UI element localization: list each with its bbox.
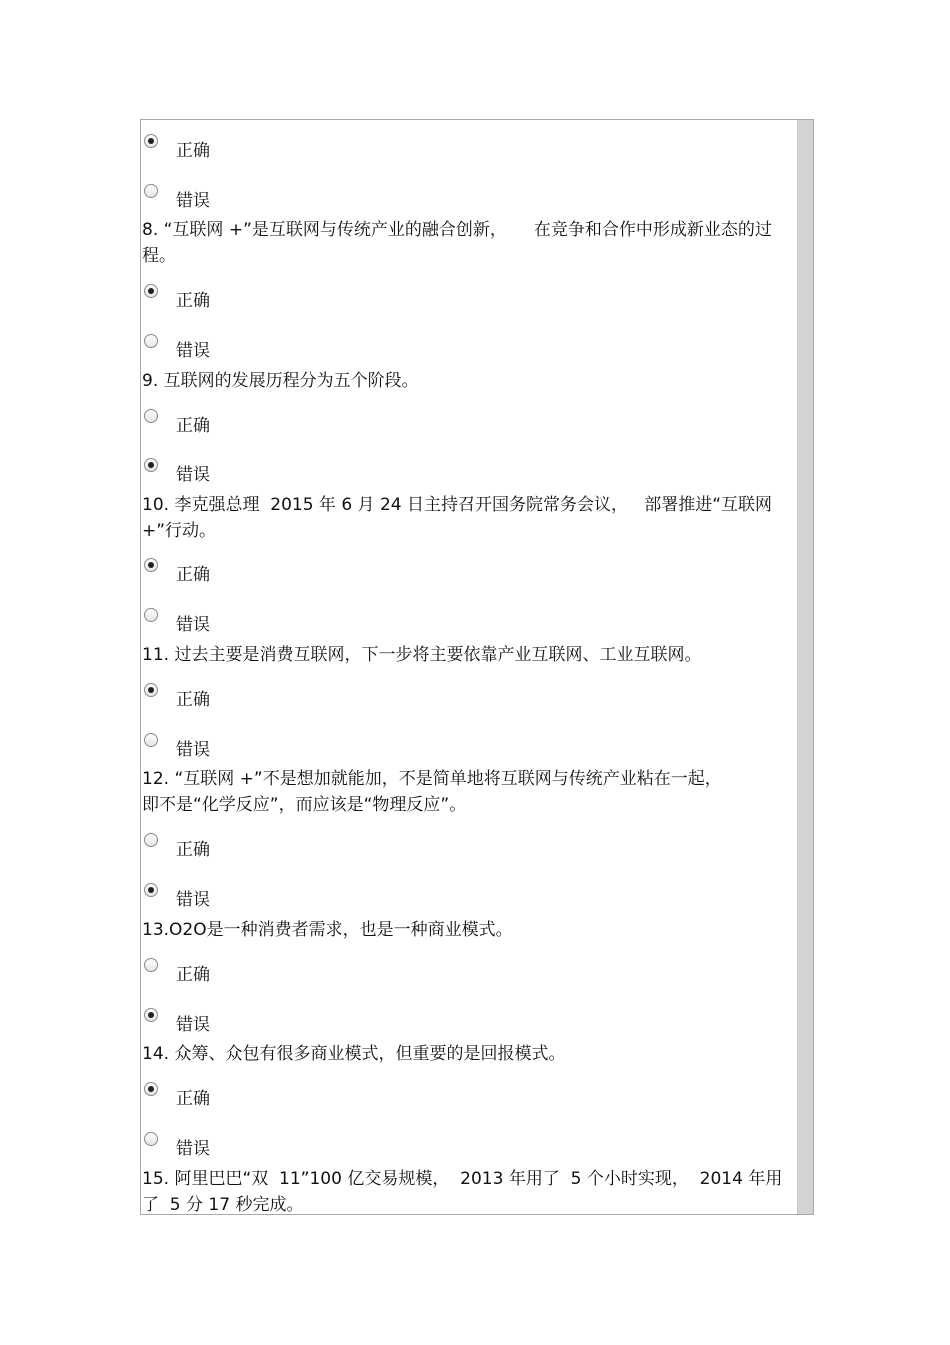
q13-option-false[interactable] xyxy=(144,1009,210,1033)
q8-radio-true[interactable] xyxy=(144,284,158,298)
q11-option-true[interactable] xyxy=(144,684,210,708)
q11-label-false: 错误 xyxy=(176,740,210,760)
q8-option-false[interactable] xyxy=(144,335,210,359)
q13-text: 13.O2O是一种消费者需求，也是一种商业模式。 xyxy=(142,920,513,940)
q8-option-true[interactable] xyxy=(144,285,210,309)
q12-text: 12. “互联网 +”不是想加就能加，不是简单地将互联网与传统产业粘在一起， 即不是“化学反应”，而应该是“物理反应”。 xyxy=(142,769,722,815)
q10-label-true: 正确 xyxy=(176,565,210,585)
q9-label-true: 正确 xyxy=(176,416,210,436)
q14-option-false[interactable] xyxy=(144,1133,210,1157)
q14-label-false: 错误 xyxy=(176,1139,210,1159)
q10-label-false: 错误 xyxy=(176,615,210,635)
q14-option-true[interactable] xyxy=(144,1083,210,1107)
q7-radio-false[interactable] xyxy=(144,184,158,198)
q13-radio-true[interactable] xyxy=(144,958,158,972)
q10-option-true[interactable] xyxy=(144,559,210,583)
q12-radio-true[interactable] xyxy=(144,833,158,847)
q11-option-false[interactable] xyxy=(144,734,210,758)
q7-radio-true[interactable] xyxy=(144,134,158,148)
q7-label-false: 错误 xyxy=(176,191,210,211)
q7-option-false[interactable] xyxy=(144,185,210,209)
quiz-frame xyxy=(140,119,814,1215)
q8-label-false: 错误 xyxy=(176,341,210,361)
q9-text: 9. 互联网的发展历程分为五个阶段。 xyxy=(142,371,419,391)
q11-radio-false[interactable] xyxy=(144,733,158,747)
q12-label-false: 错误 xyxy=(176,890,210,910)
q10-text: 10. 李克强总理 2015 年 6 月 24 日主持召开国务院常务会议， 部署推进“互联网 +”行动。 xyxy=(142,495,778,541)
q14-radio-true[interactable] xyxy=(144,1082,158,1096)
q12-option-true[interactable] xyxy=(144,834,210,858)
q7-option-true[interactable] xyxy=(144,135,210,159)
q12-radio-false[interactable] xyxy=(144,883,158,897)
q7-label-true: 正确 xyxy=(176,141,210,161)
q11-text: 11. 过去主要是消费互联网，下一步将主要依靠产业互联网、工业互联网。 xyxy=(142,645,702,665)
q9-radio-true[interactable] xyxy=(144,409,158,423)
q10-option-false[interactable] xyxy=(144,609,210,633)
q9-option-false[interactable] xyxy=(144,459,210,483)
q10-radio-true[interactable] xyxy=(144,558,158,572)
q11-radio-true[interactable] xyxy=(144,683,158,697)
q15-text: 15. 阿里巴巴“双 11”100 亿交易规模， 2013 年用了 5 个小时实现， 2014 年用了 5 分 17 秒完成。 xyxy=(142,1169,783,1215)
q12-option-false[interactable] xyxy=(144,884,210,908)
vertical-scrollbar[interactable] xyxy=(797,120,813,1214)
q13-option-true[interactable] xyxy=(144,959,210,983)
q14-label-true: 正确 xyxy=(176,1089,210,1109)
q14-text: 14. 众筹、众包有很多商业模式，但重要的是回报模式。 xyxy=(142,1044,566,1064)
q9-label-false: 错误 xyxy=(176,465,210,485)
q8-label-true: 正确 xyxy=(176,291,210,311)
q10-radio-false[interactable] xyxy=(144,608,158,622)
q9-option-true[interactable] xyxy=(144,410,210,434)
q8-radio-false[interactable] xyxy=(144,334,158,348)
q13-label-true: 正确 xyxy=(176,965,210,985)
q14-radio-false[interactable] xyxy=(144,1132,158,1146)
q13-radio-false[interactable] xyxy=(144,1008,158,1022)
q9-radio-false[interactable] xyxy=(144,458,158,472)
q12-label-true: 正确 xyxy=(176,840,210,860)
q11-label-true: 正确 xyxy=(176,690,210,710)
q8-text: 8. “互联网 +”是互联网与传统产业的融合创新， 在竞争和合作中形成新业态的过程。 xyxy=(142,220,772,266)
q13-label-false: 错误 xyxy=(176,1015,210,1035)
